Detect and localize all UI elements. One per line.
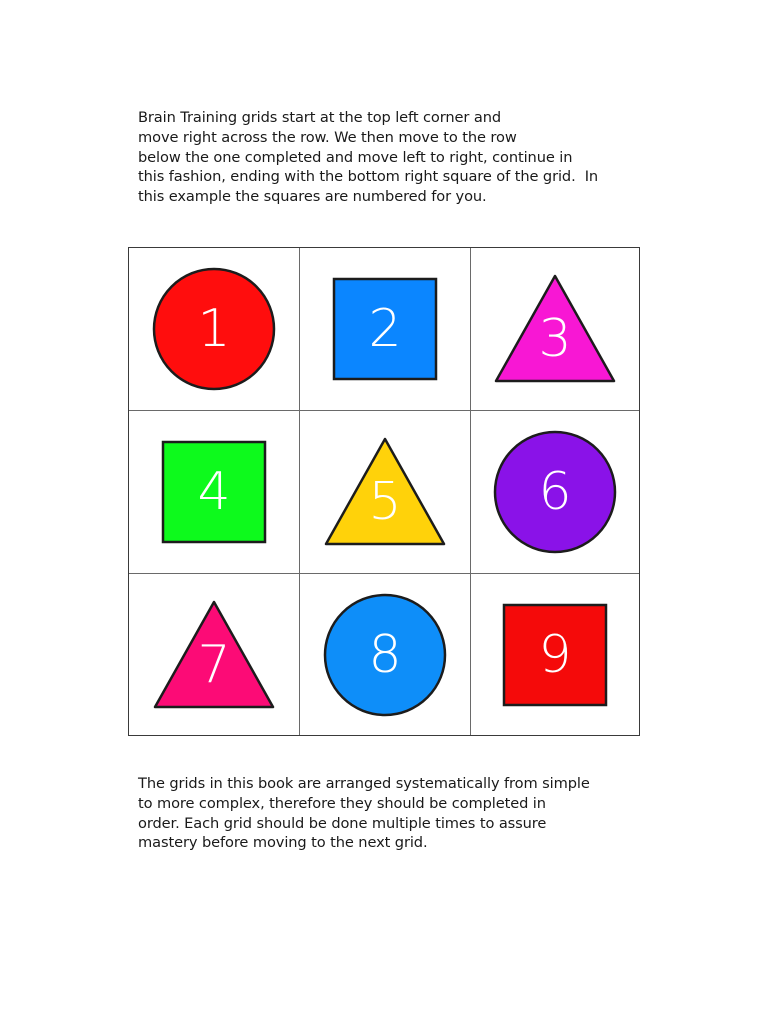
outro-line: order. Each grid should be done multiple times to assure (138, 814, 547, 832)
shape-7 (152, 599, 276, 711)
shape-number: 5 (368, 472, 402, 532)
triangle-shape (152, 599, 276, 711)
outro-paragraph (138, 774, 590, 853)
intro-paragraph (138, 108, 598, 207)
shape-5 (323, 436, 447, 548)
shape-9 (502, 603, 608, 707)
shape-number: 4 (197, 462, 231, 522)
circle-shape (152, 267, 276, 391)
shape-number: 7 (197, 634, 231, 695)
shape-6 (493, 430, 617, 554)
shape-number: 8 (368, 624, 402, 685)
intro-line: move right across the row. We then move to the row (138, 128, 517, 146)
shape-4 (161, 440, 267, 544)
shape-number: 6 (538, 462, 572, 522)
circle-shape (323, 593, 447, 717)
shape-number: 1 (197, 299, 231, 359)
grid-cell (129, 574, 299, 735)
shape-2 (332, 277, 438, 381)
circle-shape (493, 430, 617, 554)
square-shape (332, 277, 438, 381)
shape-number: 2 (368, 299, 402, 359)
grid-cell (300, 248, 470, 410)
grid-cell (471, 248, 639, 410)
outro-line: mastery before moving to the next grid. (138, 834, 428, 852)
shape-3 (493, 273, 617, 385)
example-grid (128, 247, 640, 736)
shape-number: 3 (538, 309, 572, 369)
shape-number: 9 (538, 624, 572, 685)
square-shape (161, 440, 267, 544)
grid-cell (471, 574, 639, 735)
square-shape (502, 603, 608, 707)
grid-cell (129, 411, 299, 573)
grid-cell (471, 411, 639, 573)
outro-line: The grids in this book are arranged systematically from simple (138, 775, 590, 792)
grid-cell (300, 574, 470, 735)
shape-8 (323, 593, 447, 717)
shape-1 (152, 267, 276, 391)
triangle-shape (323, 436, 447, 548)
intro-line: Brain Training grids start at the top left corner and (138, 109, 502, 126)
grid-cell (129, 248, 299, 410)
triangle-shape (493, 273, 617, 385)
grid-cell (300, 411, 470, 573)
outro-line: to more complex, therefore they should be completed in (138, 794, 546, 812)
intro-line: this example the squares are numbered for you. (138, 188, 487, 206)
intro-line: this fashion, ending with the bottom right square of the grid. In (138, 168, 599, 186)
intro-line: below the one completed and move left to right, continue in (138, 148, 573, 166)
